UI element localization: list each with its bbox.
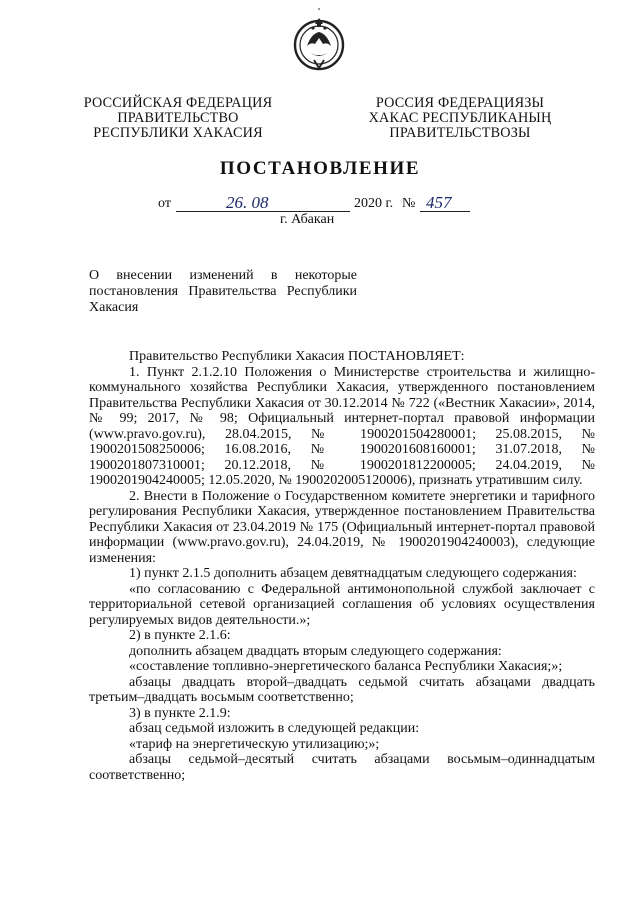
- paragraph: «тариф на энергетическую утилизацию;»;: [129, 736, 380, 752]
- paragraph: дополнить абзацем двадцать вторым следующего содержания:: [129, 643, 502, 659]
- header-right-line: ПРАВИТЕЛЬСТВОЗЫ: [389, 125, 531, 141]
- header-right-line: РОССИЯ ФЕДЕРАЦИЯЗЫ: [375, 95, 545, 111]
- paragraph: 1) пункт 2.1.5 дополнить абзацем девятнадцатым следующего содержания:: [129, 566, 577, 581]
- paragraph: абзац седьмой изложить в следующей редакции:: [129, 721, 420, 736]
- paragraph: абзацы седьмой–десятый считать абзацами восьмым–одиннадцатым соответственно;: [89, 752, 595, 783]
- paragraph: 2) в пункте 2.1.6:: [129, 628, 231, 643]
- coat-of-arms-icon: [293, 16, 345, 72]
- header-left-line: ПРАВИТЕЛЬСТВО: [117, 110, 239, 126]
- paragraph: 3) в пункте 2.1.9:: [129, 705, 231, 721]
- subject: О внесении изменений в некоторые постановления Правительства Республики Хакасия: [89, 268, 357, 315]
- number-sign: №: [402, 196, 416, 211]
- paragraph: «составление топливно-энергетического баланса Республики Хакасия;»;: [129, 659, 563, 674]
- date-prefix: от: [158, 196, 171, 211]
- header-russian: [78, 96, 278, 141]
- date-handwritten: 26. 08: [226, 193, 269, 212]
- paragraph: 2. Внести в Положение о Государственном комитете энергетики и тарифного регулирования Республики Хакасия, утвержденное постановлением Правительства Республики Хакасия от 23.04.2019 № 175 (Официальный интернет-портал правовой информации (www.pravo.gov.ru), 24.04.2019, № 1900201904240003), следующие изменения:: [89, 488, 595, 566]
- paragraph: 1. Пункт 2.1.2.10 Положения о Министерстве строительства и жилищно-коммунального хозяйства Республики Хакасия, утвержденного постановлением Правительства Республики Хакасия от 30.12.2014 № 722 («Вестник Хакасии», 2014, № 99; 2017, № 98; Официальный интернет-портал правовой информации (www.pravo.gov.ru), 28.04.2015, № 1900201504280001; 25.08.2015, № 1900201508250006; 16.08.2016, № 1900201608160001; 31.07.2018, № 1900201807310001; 20.12.2018, № 1900201812200005; 24.04.2019, № 1900201904240005; 12.05.2020, № 1900202005120006), признать утратившим силу.: [89, 364, 595, 488]
- paragraph: «по согласованию с Федеральной антимонопольной службой заключает с территориальной сетевой организацией соглашения об условиях осуществления регулируемых видов деятельности.»;: [89, 581, 595, 628]
- year-label: 2020 г.: [354, 196, 394, 211]
- number-handwritten: 457: [426, 193, 452, 212]
- paragraph: Правительство Республики Хакасия ПОСТАНОВЛЯЕТ:: [129, 349, 465, 364]
- document-body: [89, 349, 595, 783]
- header-left-line: РОССИЙСКАЯ ФЕДЕРАЦИЯ: [83, 95, 273, 111]
- document-title: ПОСТАНОВЛЕНИЕ: [219, 158, 421, 179]
- header-khakas: [360, 96, 560, 141]
- header-right-line: ХАКАС РЕСПУБЛИКАНЫҢ: [368, 110, 552, 126]
- scan-speck: [318, 8, 320, 10]
- paragraph: абзацы двадцать второй–двадцать седьмой считать абзацами двадцать третьим–двадцать восьмым соответственно;: [89, 674, 595, 705]
- header-left-line: РЕСПУБЛИКИ ХАКАСИЯ: [93, 125, 263, 141]
- city: г. Абакан: [280, 212, 335, 227]
